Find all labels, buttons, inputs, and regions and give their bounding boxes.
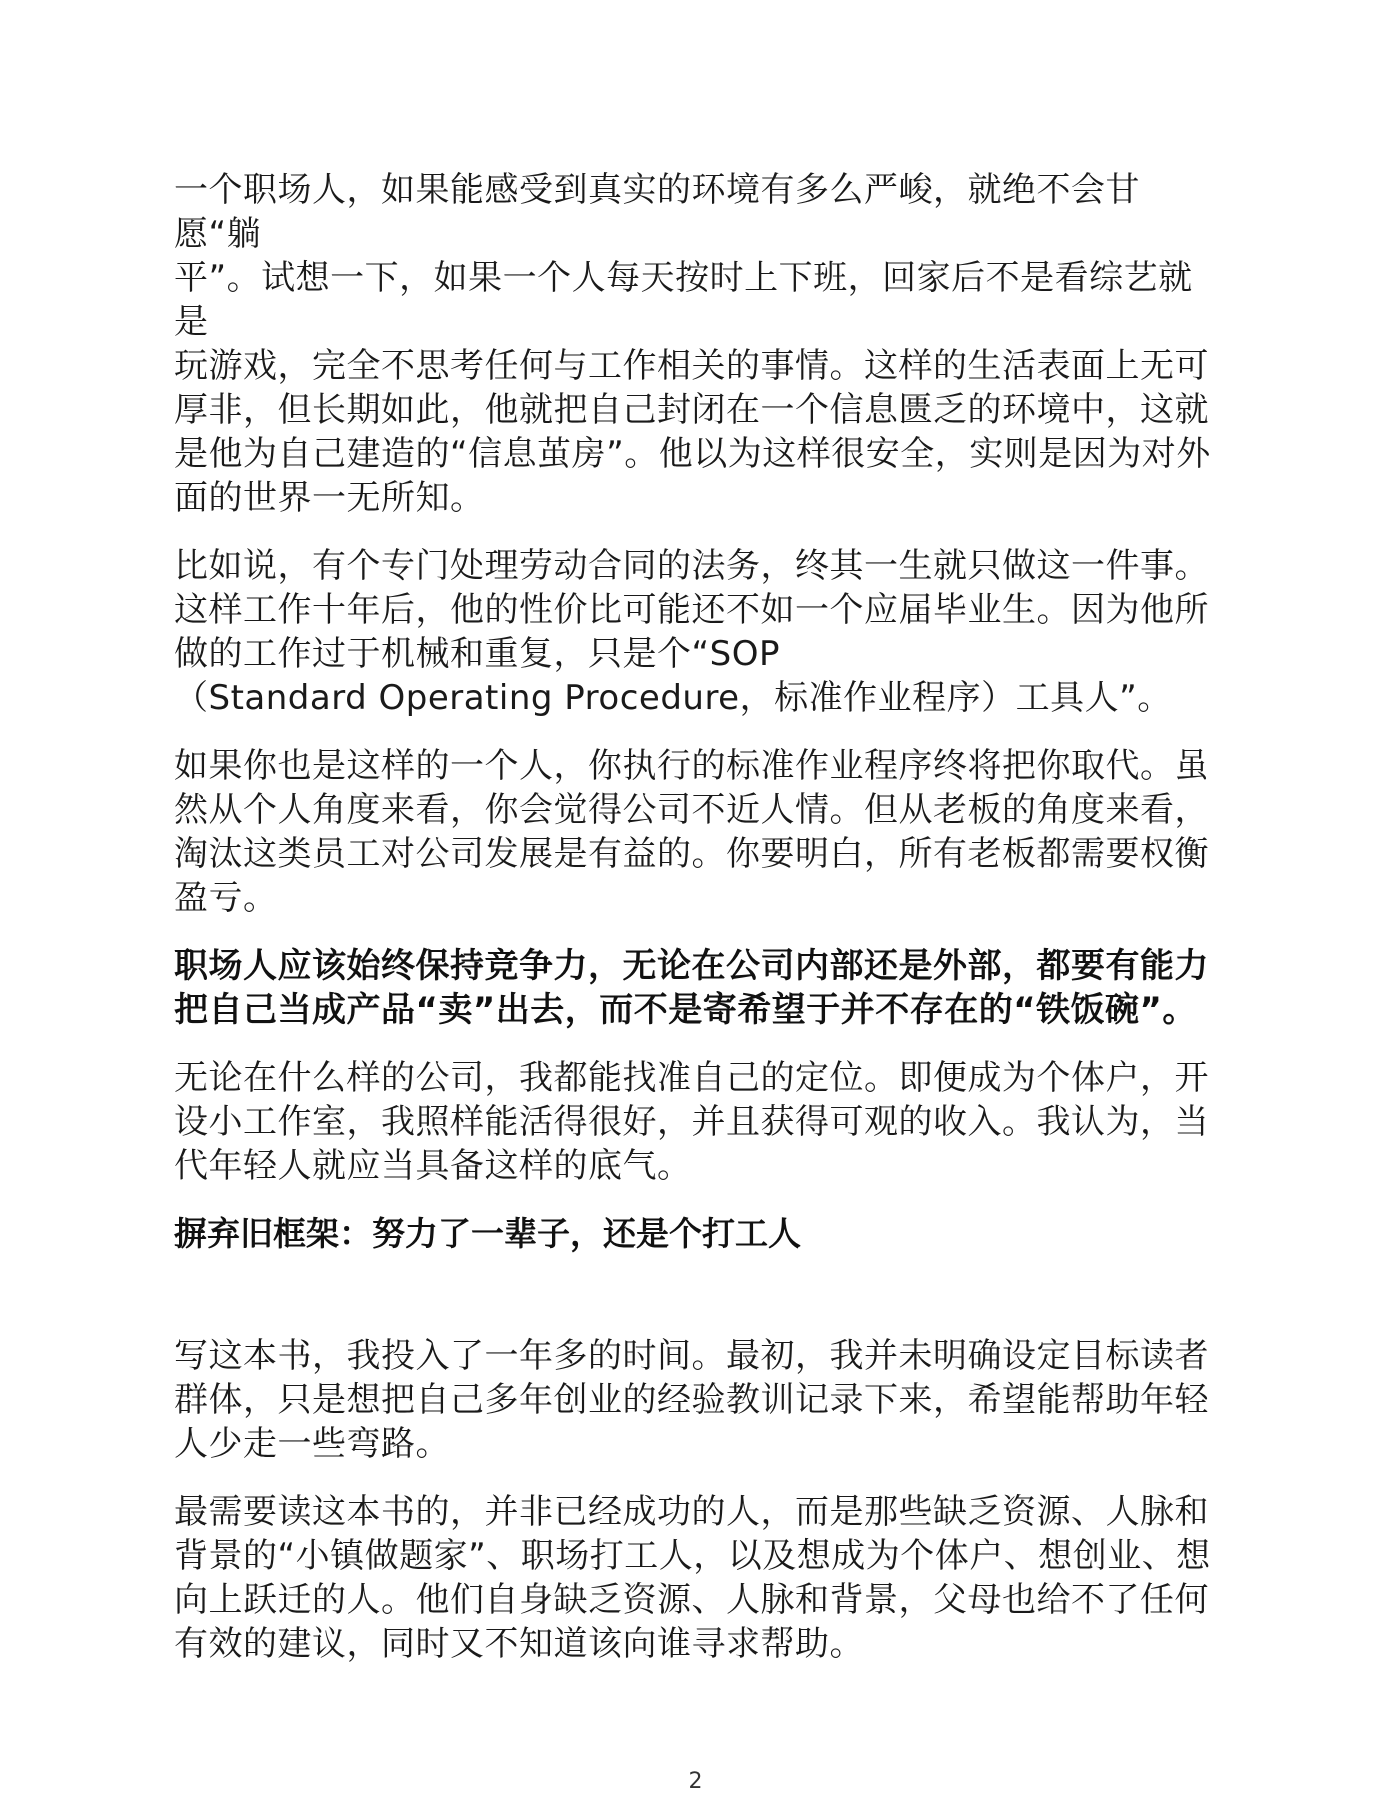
paragraph-target-readers: 最需要读这本书的，并非已经成功的人，而是那些缺乏资源、人脉和 背景的“小镇做题家”、职场打工人，以及想成为个体户、想创业、想 向上跃迁的人。他们自身缺乏资源、人脉和背景，父母也给不了任何 有效的建议，同时又不知道该向谁寻求帮助。 [174, 1492, 1211, 1664]
paragraph-key-point: 职场人应该始终保持竞争力，无论在公司内部还是外部，都要有能力 把自己当成产品“卖”出去，而不是寄希望于并不存在的“铁饭碗”。 [174, 946, 1209, 1030]
paragraph-replaced-by-sop: 如果你也是这样的一个人，你执行的标准作业程序终将把你取代。虽 然从个人角度来看，你会觉得公司不近人情。但从老板的角度来看， 淘汰这类员工对公司发展是有益的。你要明白，所有老板都需要权衡 盈亏。 [174, 746, 1209, 918]
paragraph-lying-flat: 一个职场人，如果能感受到真实的环境有多么严峻，就绝不会甘愿“躺 平”。试想一下，如果一个人每天按时上下班，回家后不是看综艺就是 玩游戏，完全不思考任何与工作相关的事情。这样的生活表面上无可 厚非，但长期如此，他就把自己封闭在一个信息匮乏的环境中，这就 是他为自己建造的“信息茧房”。他以为这样很安全，实则是因为对外 面的世界一无所知。 [174, 170, 1211, 518]
page-number: 2 [688, 1769, 703, 1794]
document-body [174, 168, 1224, 1690]
paragraph-legal-example: 比如说，有个专门处理劳动合同的法务，终其一生就只做这一件事。 这样工作十年后，他的性价比可能还不如一个应届毕业生。因为他所 做的工作过于机械和重复，只是个“SOP （Standard Operating Procedure，标准作业程序）工具人”。 [174, 546, 1209, 718]
section-heading: 摒弃旧框架：努力了一辈子，还是个打工人 [174, 1214, 801, 1253]
paragraph-self-positioning: 无论在什么样的公司，我都能找准自己的定位。即便成为个体户，开 设小工作室，我照样能活得很好，并且获得可观的收入。我认为，当 代年轻人就应当具备这样的底气。 [174, 1058, 1209, 1186]
paragraph-book-writing: 写这本书，我投入了一年多的时间。最初，我并未明确设定目标读者 群体，只是想把自己多年创业的经验教训记录下来，希望能帮助年轻 人少走一些弯路。 [174, 1336, 1209, 1464]
